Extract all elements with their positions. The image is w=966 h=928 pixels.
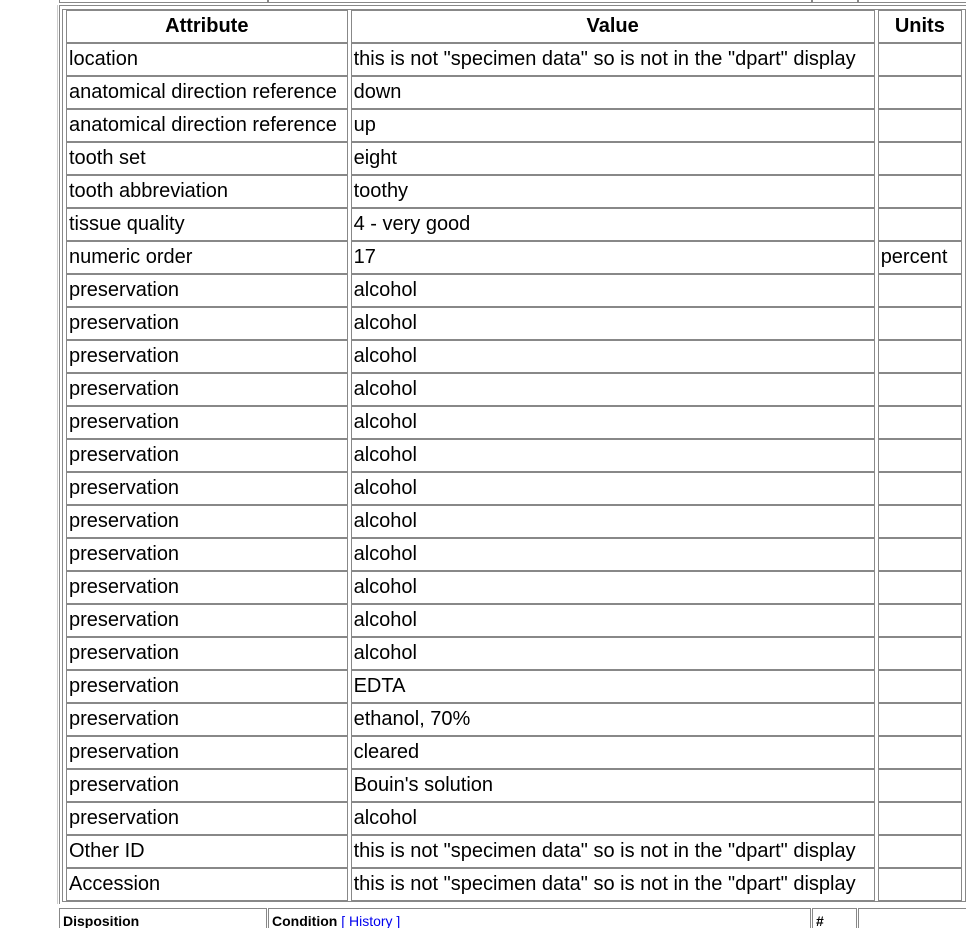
cell-attribute: preservation — [66, 472, 348, 505]
cell-units — [878, 505, 962, 538]
cell-value: alcohol — [351, 637, 875, 670]
cell-units — [878, 472, 962, 505]
cell-value: alcohol — [351, 802, 875, 835]
table-row — [66, 769, 962, 802]
history-link[interactable]: [ History ] — [341, 913, 401, 928]
table-header-row — [66, 10, 962, 43]
table-row — [66, 307, 962, 340]
cell-value: alcohol — [351, 307, 875, 340]
table-row — [66, 274, 962, 307]
table-row — [66, 868, 962, 901]
table-row — [66, 76, 962, 109]
cell-units — [878, 736, 962, 769]
cell-units — [878, 76, 962, 109]
cell-units — [878, 406, 962, 439]
condition-label: Condition — [272, 913, 338, 928]
table-row — [66, 406, 962, 439]
table-row — [66, 703, 962, 736]
table-row — [66, 604, 962, 637]
cell-units — [878, 142, 962, 175]
cell-units — [878, 802, 962, 835]
cell-attribute: preservation — [66, 703, 348, 736]
remnant-cell — [858, 0, 966, 3]
cell-units — [878, 604, 962, 637]
cell-attribute: preservation — [66, 307, 348, 340]
table-row — [66, 43, 962, 76]
disposition-header — [59, 908, 267, 928]
cell-value: eight — [351, 142, 875, 175]
cell-units — [878, 868, 962, 901]
cell-value: alcohol — [351, 604, 875, 637]
table-row — [66, 736, 962, 769]
cell-units — [878, 109, 962, 142]
cell-units — [878, 769, 962, 802]
cell-value: alcohol — [351, 472, 875, 505]
cell-units — [878, 571, 962, 604]
cell-units — [878, 43, 962, 76]
cell-units — [878, 670, 962, 703]
cell-attribute: preservation — [66, 505, 348, 538]
attributes-table-body — [66, 43, 962, 901]
cell-units — [878, 538, 962, 571]
cell-value: 4 - very good — [351, 208, 875, 241]
cell-value: 17 — [351, 241, 875, 274]
table-row — [66, 142, 962, 175]
cell-attribute: preservation — [66, 769, 348, 802]
cell-attribute: preservation — [66, 439, 348, 472]
remnant-cell — [812, 0, 858, 3]
table-row — [66, 208, 962, 241]
cell-attribute: tooth abbreviation — [66, 175, 348, 208]
cell-units — [878, 340, 962, 373]
table-row — [66, 802, 962, 835]
cell-value: alcohol — [351, 505, 875, 538]
cell-attribute: numeric order — [66, 241, 348, 274]
cell-attribute: tissue quality — [66, 208, 348, 241]
cell-units — [878, 175, 962, 208]
cell-units — [878, 835, 962, 868]
cell-attribute: preservation — [66, 670, 348, 703]
table-row — [66, 472, 962, 505]
table-row — [66, 505, 962, 538]
cell-attribute: preservation — [66, 604, 348, 637]
cell-units — [878, 373, 962, 406]
cell-attribute: preservation — [66, 340, 348, 373]
cell-attribute: anatomical direction reference — [66, 76, 348, 109]
cell-value: down — [351, 76, 875, 109]
cell-units — [878, 307, 962, 340]
attributes-table — [62, 9, 966, 902]
cell-attribute: preservation — [66, 406, 348, 439]
cell-value: alcohol — [351, 340, 875, 373]
cell-value: this is not "specimen data" so is not in the "dpart" display — [351, 868, 875, 901]
table-row — [66, 835, 962, 868]
cell-attribute: preservation — [66, 571, 348, 604]
cell-units — [878, 439, 962, 472]
cell-value: alcohol — [351, 406, 875, 439]
table-row — [66, 637, 962, 670]
remnant-cell — [268, 0, 812, 3]
cell-attribute: anatomical direction reference — [66, 109, 348, 142]
count-label: # — [816, 913, 824, 928]
cell-units — [878, 703, 962, 736]
cell-value: Bouin's solution — [351, 769, 875, 802]
table-row — [66, 373, 962, 406]
cell-value: EDTA — [351, 670, 875, 703]
extra-header — [858, 908, 966, 928]
cell-attribute: preservation — [66, 373, 348, 406]
header-value: Value — [351, 10, 875, 43]
cell-attribute: preservation — [66, 736, 348, 769]
cell-value: ethanol, 70% — [351, 703, 875, 736]
table-row — [66, 538, 962, 571]
table-row — [66, 340, 962, 373]
condition-header — [268, 908, 811, 928]
cell-attribute: preservation — [66, 274, 348, 307]
cell-units — [878, 208, 962, 241]
cell-value: alcohol — [351, 538, 875, 571]
header-attribute: Attribute — [66, 10, 348, 43]
table-row — [66, 439, 962, 472]
cell-attribute: preservation — [66, 538, 348, 571]
cell-value: alcohol — [351, 571, 875, 604]
cell-value: toothy — [351, 175, 875, 208]
cell-units — [878, 637, 962, 670]
table-row — [66, 109, 962, 142]
table-row — [66, 670, 962, 703]
header-units: Units — [878, 10, 962, 43]
cell-value: up — [351, 109, 875, 142]
cell-attribute: preservation — [66, 637, 348, 670]
cell-value: alcohol — [351, 373, 875, 406]
cell-attribute: location — [66, 43, 348, 76]
cell-attribute: tooth set — [66, 142, 348, 175]
cell-value: alcohol — [351, 274, 875, 307]
cell-value: alcohol — [351, 439, 875, 472]
cell-attribute: preservation — [66, 802, 348, 835]
table-row — [66, 175, 962, 208]
cell-value: cleared — [351, 736, 875, 769]
remnant-cell — [59, 0, 268, 3]
parts-header-row — [0, 905, 966, 928]
count-header — [812, 908, 857, 928]
table-row — [66, 241, 962, 274]
cell-attribute: Accession — [66, 868, 348, 901]
disposition-label: Disposition — [63, 913, 140, 928]
cell-units — [878, 274, 962, 307]
left-gutter-cell — [0, 5, 58, 904]
cell-value: this is not "specimen data" so is not in the "dpart" display — [351, 835, 875, 868]
cell-units: percent — [878, 241, 962, 274]
table-row — [66, 571, 962, 604]
cell-attribute: Other ID — [66, 835, 348, 868]
cell-value: this is not "specimen data" so is not in the "dpart" display — [351, 43, 875, 76]
